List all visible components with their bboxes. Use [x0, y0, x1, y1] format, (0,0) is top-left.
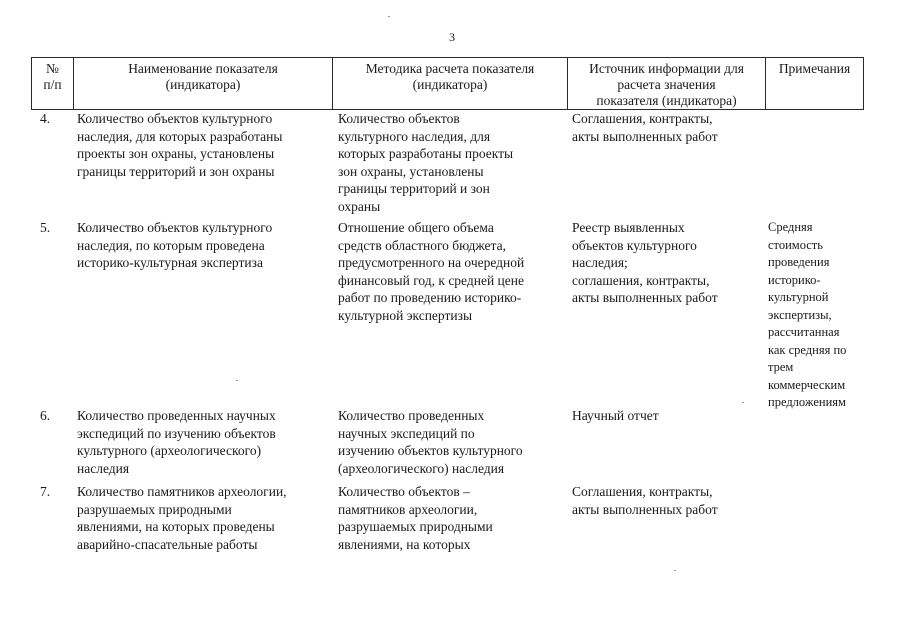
text-line: коммерческим: [768, 377, 846, 392]
header-name: [73, 58, 332, 109]
text-line: наследия: [77, 460, 130, 476]
header-text-line: п/п: [43, 77, 62, 92]
text-line: наследия;: [572, 255, 628, 270]
header-method: [332, 58, 567, 109]
text-line: историко-культурная экспертиза: [77, 255, 263, 270]
text-line: экспедиций по изучению объектов: [77, 425, 276, 441]
text-line: историко-: [768, 272, 821, 287]
text-line: памятников археологии,: [338, 501, 478, 517]
row-number: 4.: [40, 111, 51, 126]
information-source: [572, 483, 762, 518]
text-line: акты выполненных работ: [572, 128, 718, 144]
text-line: Соглашения, контракты,: [572, 111, 713, 126]
text-line: Количество объектов культурного: [77, 111, 273, 126]
header-text-line: Наименование показателя: [128, 61, 278, 76]
text-line: разрушаемых природными: [338, 519, 493, 534]
text-line: границы территорий и зон: [338, 181, 490, 196]
indicator-name: [77, 483, 329, 553]
text-line: культурной экспертизы: [338, 307, 473, 323]
table-header-row: [31, 57, 864, 110]
calculation-method: [338, 219, 566, 324]
text-line: культурного наследия, для: [338, 128, 491, 144]
text-line: работ по проведению историко-: [338, 290, 522, 305]
text-line: объектов культурного: [572, 237, 697, 253]
header-text-line: показателя (индикатора): [596, 93, 737, 108]
indicator-name: [77, 219, 329, 272]
text-line: аварийно-спасательные работы: [77, 536, 258, 552]
text-line: охраны: [338, 198, 381, 214]
header-text-line: Источник информации для: [589, 61, 744, 76]
text-line: Количество объектов: [338, 111, 460, 126]
text-line: культурной: [768, 290, 829, 304]
row-number: 6.: [40, 408, 51, 423]
text-line: соглашения, контракты,: [572, 272, 710, 288]
scan-speck: [742, 402, 744, 403]
header-text-line: (индикатора): [165, 77, 241, 92]
text-line: Средняя: [768, 220, 813, 234]
text-line: наследия, по которым проведена: [77, 237, 265, 253]
calculation-method: [338, 110, 566, 215]
text-line: акты выполненных работ: [572, 501, 718, 517]
text-line: рассчитанная: [768, 325, 840, 339]
text-line: разрушаемых природными: [77, 501, 232, 517]
text-line: научных экспедиций по: [338, 425, 475, 441]
header-text-line: Методика расчета показателя: [365, 61, 535, 76]
text-line: финансовый год, к средней цене: [338, 272, 524, 288]
text-line: проекты зон охраны, установлены: [77, 146, 275, 161]
text-line: Количество объектов –: [338, 484, 470, 499]
header-notes: [765, 58, 863, 109]
text-line: наследия, для которых разработаны: [77, 128, 283, 144]
indicator-name: [77, 110, 329, 180]
header-text-line: расчета значения: [617, 77, 716, 92]
text-line: культурного (археологического): [77, 443, 262, 458]
header-text-line: (индикатора): [412, 77, 488, 92]
text-line: стоимость: [768, 237, 823, 252]
row-number: 5.: [40, 220, 51, 235]
text-line: Соглашения, контракты,: [572, 484, 713, 499]
row-number: 7.: [40, 484, 51, 499]
text-line: зон охраны, установлены: [338, 163, 484, 179]
text-line: Количество объектов культурного: [77, 220, 273, 235]
scan-speck: [236, 380, 238, 381]
page-number: 3: [449, 30, 455, 44]
text-line: явлениями, на которых проведены: [77, 519, 275, 534]
text-line: явлениями, на которых: [338, 536, 471, 552]
text-line: Реестр выявленных: [572, 220, 685, 235]
text-line: которых разработаны проекты: [338, 146, 514, 161]
information-source: [572, 110, 762, 145]
indicator-name: [77, 407, 329, 477]
text-line: Количество проведенных: [338, 408, 485, 423]
text-line: изучению объектов культурного: [338, 443, 523, 458]
notes: [768, 219, 868, 412]
header-source: [567, 58, 765, 109]
calculation-method: [338, 483, 566, 553]
text-line: предложениям: [768, 395, 846, 409]
scan-speck: [388, 16, 390, 17]
text-line: Количество проведенных научных: [77, 408, 276, 423]
text-line: Научный отчет: [572, 408, 659, 423]
text-line: проведения: [768, 255, 830, 269]
scan-speck: [674, 570, 676, 571]
text-line: трем: [768, 360, 794, 374]
calculation-method: [338, 407, 566, 477]
text-line: акты выполненных работ: [572, 290, 718, 305]
information-source: [572, 407, 762, 425]
text-line: предусмотренного на очередной: [338, 255, 525, 270]
text-line: экспертизы,: [768, 307, 832, 322]
text-line: средств областного бюджета,: [338, 237, 506, 253]
information-source: [572, 219, 762, 307]
header-text-line: №: [46, 61, 59, 76]
text-line: Отношение общего объема: [338, 220, 494, 235]
text-line: границы территорий и зон охраны: [77, 163, 275, 179]
text-line: Количество памятников археологии,: [77, 484, 287, 499]
text-line: как средняя по: [768, 342, 847, 357]
text-line: (археологического) наследия: [338, 460, 505, 476]
header-text-line: Примечания: [778, 61, 851, 76]
header-num: [32, 58, 73, 109]
